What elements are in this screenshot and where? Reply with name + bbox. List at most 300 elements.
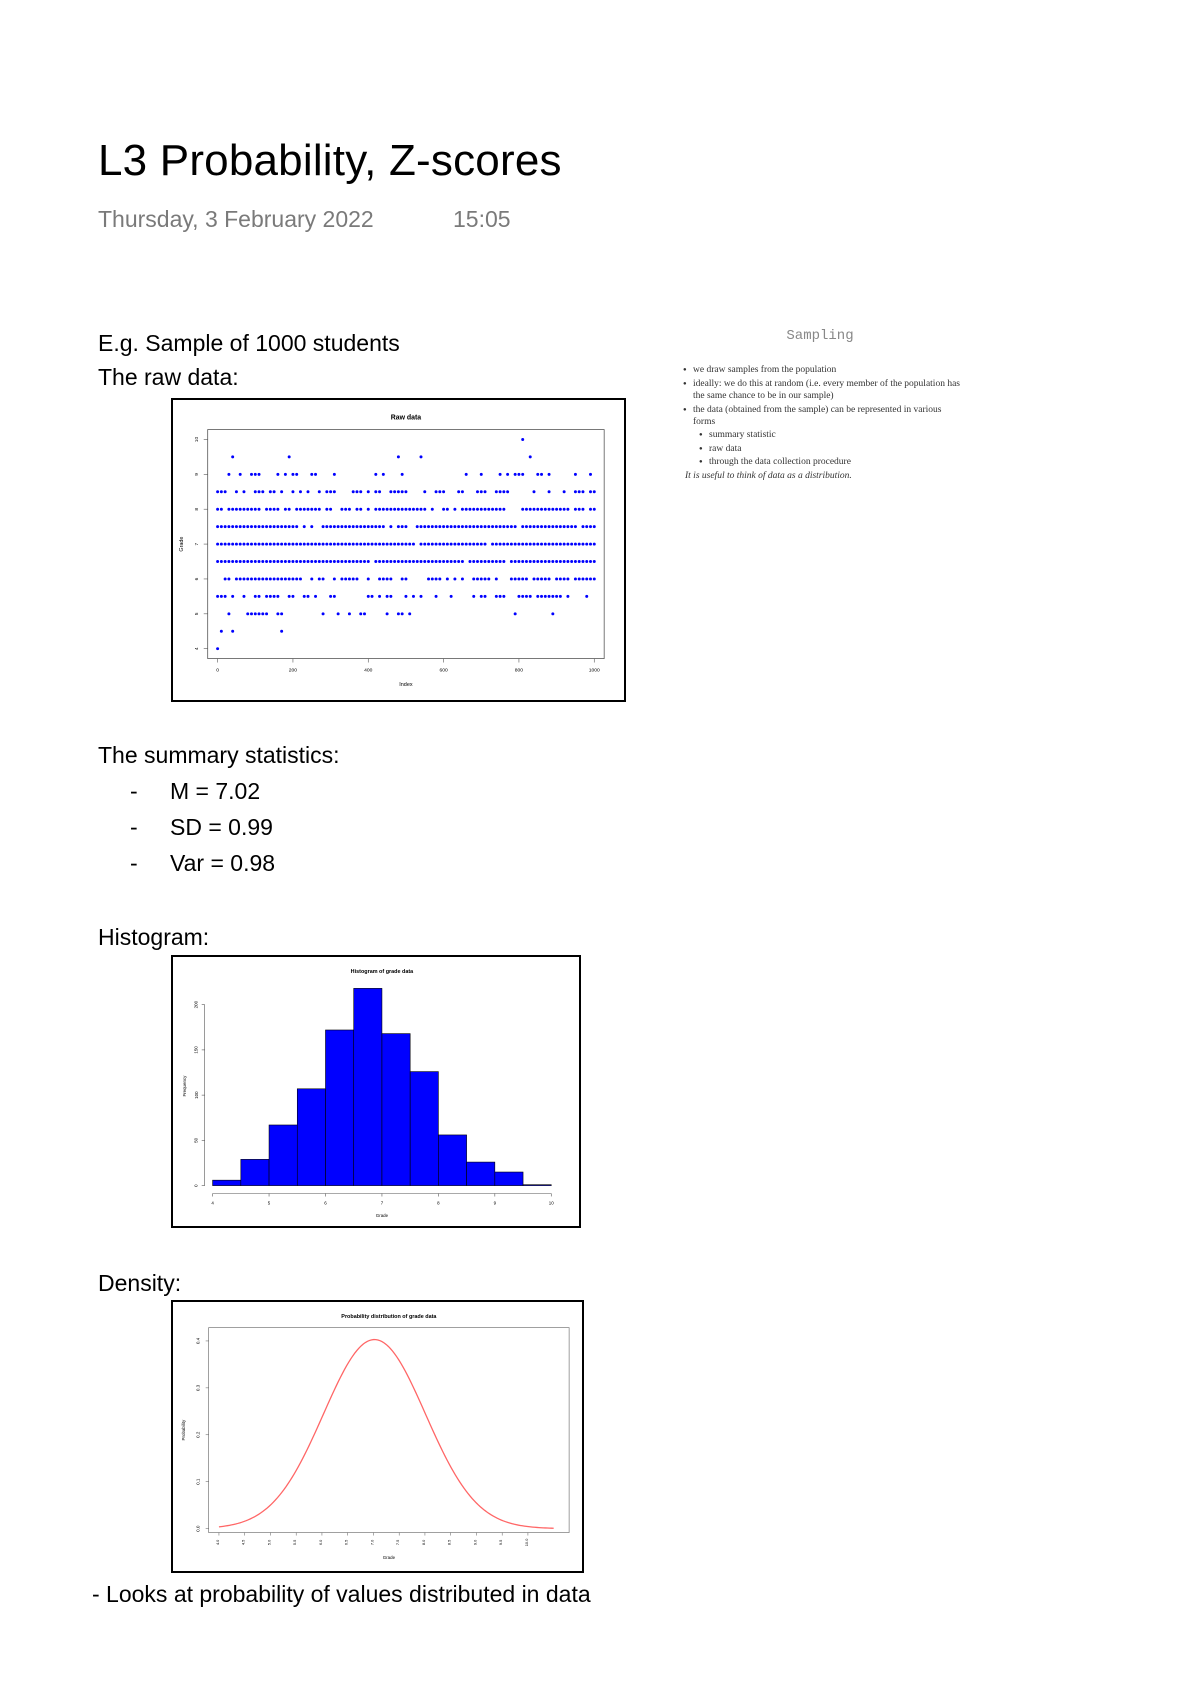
data-point — [231, 560, 234, 563]
data-point — [431, 508, 434, 511]
data-point — [382, 560, 385, 563]
histogram-bar — [410, 1072, 438, 1186]
x-axis-label: Grade — [375, 1213, 389, 1219]
data-point — [533, 508, 536, 511]
data-point — [574, 473, 577, 476]
x-tick-label: 4.0 — [214, 1539, 220, 1546]
y-tick-label: 100 — [193, 1091, 199, 1099]
data-point — [265, 543, 268, 546]
data-point — [337, 525, 340, 528]
data-point — [423, 490, 426, 493]
data-point — [521, 595, 524, 598]
data-point — [420, 560, 423, 563]
data-point — [250, 508, 253, 511]
data-point — [574, 490, 577, 493]
data-point — [548, 560, 551, 563]
data-point — [401, 560, 404, 563]
data-point — [273, 560, 276, 563]
data-point — [427, 525, 430, 528]
data-point — [593, 577, 596, 580]
data-point — [506, 525, 509, 528]
data-point — [585, 560, 588, 563]
data-point — [450, 543, 453, 546]
data-point — [544, 595, 547, 598]
data-point — [291, 490, 294, 493]
histogram-bar — [467, 1162, 495, 1186]
data-point — [310, 577, 313, 580]
data-point — [389, 490, 392, 493]
data-point — [386, 543, 389, 546]
data-point — [412, 595, 415, 598]
data-point — [484, 508, 487, 511]
data-point — [246, 543, 249, 546]
data-point — [318, 577, 321, 580]
data-point — [461, 508, 464, 511]
data-point — [329, 508, 332, 511]
data-point — [378, 508, 381, 511]
data-point — [273, 508, 276, 511]
data-point — [220, 560, 223, 563]
data-point — [495, 525, 498, 528]
x-tick-label: 9.0 — [472, 1539, 478, 1546]
data-point — [408, 543, 411, 546]
data-point — [386, 577, 389, 580]
data-point — [242, 543, 245, 546]
data-point — [261, 525, 264, 528]
data-point — [438, 525, 441, 528]
data-point — [389, 543, 392, 546]
data-point — [265, 612, 268, 615]
data-point — [371, 543, 374, 546]
data-point — [517, 560, 520, 563]
x-tick-label: 7.5 — [395, 1539, 401, 1546]
data-point — [242, 508, 245, 511]
data-point — [352, 577, 355, 580]
data-point — [239, 525, 242, 528]
data-point — [514, 577, 517, 580]
data-point — [359, 508, 362, 511]
data-point — [566, 543, 569, 546]
data-point — [540, 577, 543, 580]
data-point — [239, 577, 242, 580]
data-point — [220, 543, 223, 546]
data-point — [397, 543, 400, 546]
data-point — [427, 577, 430, 580]
data-point — [431, 577, 434, 580]
data-point — [227, 473, 230, 476]
data-point — [589, 525, 592, 528]
data-point — [420, 508, 423, 511]
x-tick-label: 1000 — [588, 668, 600, 674]
data-point — [231, 630, 234, 633]
data-point — [585, 525, 588, 528]
data-point — [442, 560, 445, 563]
data-point — [348, 577, 351, 580]
data-point — [325, 543, 328, 546]
data-point — [514, 560, 517, 563]
data-point — [574, 560, 577, 563]
data-point — [254, 490, 257, 493]
data-point — [510, 560, 513, 563]
data-point — [555, 508, 558, 511]
data-point — [578, 508, 581, 511]
data-point — [461, 577, 464, 580]
data-point — [299, 490, 302, 493]
dash: - — [130, 778, 138, 804]
sampling-slide — [675, 328, 965, 481]
slide-bullet-text: the data (obtained from the sample) can be represented in various forms — [693, 404, 942, 428]
data-point — [525, 508, 528, 511]
data-point — [280, 612, 283, 615]
data-point — [551, 560, 554, 563]
data-point — [303, 560, 306, 563]
data-point — [453, 577, 456, 580]
raw-data-figure — [171, 398, 626, 702]
slide-sub-bullet: ● through the data collection procedure — [701, 456, 965, 469]
data-point — [495, 490, 498, 493]
y-axis-label: Frequency — [181, 1075, 187, 1097]
data-point — [551, 508, 554, 511]
data-point — [378, 490, 381, 493]
data-point — [548, 577, 551, 580]
data-point — [423, 525, 426, 528]
data-point — [495, 543, 498, 546]
data-point — [468, 560, 471, 563]
data-point — [401, 612, 404, 615]
data-point — [333, 595, 336, 598]
data-point — [435, 543, 438, 546]
data-point — [506, 490, 509, 493]
data-point — [427, 560, 430, 563]
data-point — [276, 577, 279, 580]
sample-line: E.g. Sample of 1000 students — [98, 330, 400, 356]
data-point — [435, 525, 438, 528]
data-point — [465, 525, 468, 528]
data-point — [521, 525, 524, 528]
data-point — [502, 525, 505, 528]
data-point — [310, 560, 313, 563]
data-point — [589, 543, 592, 546]
data-point — [246, 525, 249, 528]
data-point — [250, 525, 253, 528]
data-point — [581, 543, 584, 546]
data-point — [446, 508, 449, 511]
density-label: Density: — [98, 1270, 182, 1296]
data-point — [269, 525, 272, 528]
data-point — [408, 508, 411, 511]
data-point — [472, 508, 475, 511]
data-point — [476, 508, 479, 511]
data-point — [581, 577, 584, 580]
data-point — [333, 543, 336, 546]
data-point — [382, 473, 385, 476]
data-point — [536, 508, 539, 511]
histogram-bar — [495, 1172, 523, 1186]
data-point — [529, 508, 532, 511]
data-point — [404, 595, 407, 598]
data-point — [525, 525, 528, 528]
data-point — [310, 508, 313, 511]
y-tick-label: 150 — [193, 1046, 199, 1054]
data-point — [216, 490, 219, 493]
data-point — [295, 525, 298, 528]
slide-note: It is useful to think of data as a distribution. — [685, 470, 852, 481]
data-point — [476, 490, 479, 493]
data-point — [314, 543, 317, 546]
data-point — [355, 490, 358, 493]
data-point — [551, 525, 554, 528]
data-point — [333, 525, 336, 528]
data-point — [220, 508, 223, 511]
data-point — [367, 490, 370, 493]
histogram-bar — [354, 988, 382, 1185]
data-point — [484, 577, 487, 580]
data-point — [239, 508, 242, 511]
data-point — [397, 612, 400, 615]
data-point — [566, 595, 569, 598]
data-point — [536, 595, 539, 598]
data-point — [261, 560, 264, 563]
data-point — [386, 508, 389, 511]
data-point — [551, 543, 554, 546]
data-point — [480, 508, 483, 511]
data-point — [593, 525, 596, 528]
dash: - — [130, 850, 138, 876]
data-point — [427, 543, 430, 546]
page-date: Thursday, 3 February 2022 — [98, 206, 374, 232]
data-point — [371, 525, 374, 528]
data-point — [495, 595, 498, 598]
data-point — [536, 577, 539, 580]
data-point — [570, 525, 573, 528]
data-point — [265, 560, 268, 563]
data-point — [521, 508, 524, 511]
summary-text: M = 7.02 — [170, 778, 261, 804]
data-point — [314, 560, 317, 563]
data-point — [438, 490, 441, 493]
data-point — [499, 508, 502, 511]
data-point — [258, 543, 261, 546]
data-point — [295, 473, 298, 476]
data-point — [420, 543, 423, 546]
data-point — [378, 595, 381, 598]
data-point — [491, 543, 494, 546]
data-point — [276, 473, 279, 476]
data-point — [340, 543, 343, 546]
data-point — [333, 577, 336, 580]
data-point — [224, 543, 227, 546]
data-point — [510, 525, 513, 528]
data-point — [258, 560, 261, 563]
y-tick-label: 8 — [194, 507, 200, 511]
data-point — [521, 560, 524, 563]
data-point — [585, 543, 588, 546]
data-point — [378, 543, 381, 546]
data-point — [499, 473, 502, 476]
data-point — [303, 525, 306, 528]
data-point — [348, 525, 351, 528]
x-tick-label: 5.0 — [266, 1539, 272, 1546]
slide-bullet: ● ideally: we do this at random (i.e. every member of the population has the same chance to be in our sample) — [685, 378, 965, 403]
data-point — [484, 560, 487, 563]
data-point — [578, 490, 581, 493]
data-point — [408, 612, 411, 615]
data-point — [276, 595, 279, 598]
data-point — [559, 525, 562, 528]
data-point — [325, 525, 328, 528]
x-tick-label: 5.5 — [292, 1539, 298, 1546]
data-point — [412, 508, 415, 511]
data-point — [318, 490, 321, 493]
x-tick-label: 4.5 — [240, 1539, 246, 1546]
data-point — [555, 577, 558, 580]
data-point — [220, 595, 223, 598]
data-point — [593, 490, 596, 493]
x-axis-label: Index — [399, 682, 413, 689]
data-point — [344, 543, 347, 546]
data-point — [307, 543, 310, 546]
data-point — [276, 525, 279, 528]
data-point — [269, 543, 272, 546]
data-point — [423, 543, 426, 546]
data-point — [280, 543, 283, 546]
data-point — [574, 543, 577, 546]
data-point — [242, 525, 245, 528]
data-point — [450, 525, 453, 528]
data-point — [525, 577, 528, 580]
data-point — [416, 560, 419, 563]
data-point — [431, 543, 434, 546]
x-tick-label: 6 — [324, 1200, 327, 1206]
data-point — [476, 543, 479, 546]
data-point — [491, 508, 494, 511]
data-point — [548, 543, 551, 546]
histogram-bar — [382, 1034, 410, 1186]
data-point — [563, 508, 566, 511]
data-point — [224, 577, 227, 580]
data-point — [303, 595, 306, 598]
data-point — [446, 525, 449, 528]
data-point — [250, 560, 253, 563]
data-point — [359, 560, 362, 563]
data-point — [250, 612, 253, 615]
x-tick-label: 10 — [548, 1200, 554, 1206]
data-point — [495, 560, 498, 563]
data-point — [273, 490, 276, 493]
data-point — [389, 577, 392, 580]
data-point — [536, 560, 539, 563]
data-point — [555, 595, 558, 598]
data-point — [431, 525, 434, 528]
data-point — [242, 595, 245, 598]
data-point — [374, 525, 377, 528]
data-point — [273, 543, 276, 546]
data-point — [593, 560, 596, 563]
data-point — [344, 577, 347, 580]
data-point — [420, 595, 423, 598]
data-point — [540, 525, 543, 528]
data-point — [517, 595, 520, 598]
data-point — [322, 577, 325, 580]
data-point — [446, 577, 449, 580]
data-point — [235, 577, 238, 580]
y-tick-label: 0.3 — [195, 1384, 201, 1391]
data-point — [273, 525, 276, 528]
data-point — [548, 595, 551, 598]
summary-item-var — [130, 850, 275, 877]
data-point — [261, 612, 264, 615]
data-point — [254, 612, 257, 615]
y-tick-label: 200 — [193, 1000, 199, 1009]
data-point — [540, 508, 543, 511]
data-point — [258, 508, 261, 511]
data-point — [461, 525, 464, 528]
data-point — [476, 577, 479, 580]
data-point — [329, 490, 332, 493]
data-point — [544, 560, 547, 563]
data-point — [291, 543, 294, 546]
data-point — [261, 577, 264, 580]
x-tick-label: 8.0 — [420, 1539, 426, 1546]
data-point — [367, 595, 370, 598]
data-point — [487, 525, 490, 528]
histogram-bar — [523, 1185, 551, 1186]
data-point — [401, 577, 404, 580]
data-point — [280, 577, 283, 580]
data-point — [404, 577, 407, 580]
data-point — [563, 543, 566, 546]
data-point — [340, 577, 343, 580]
data-point — [581, 560, 584, 563]
data-point — [389, 595, 392, 598]
summary-text: Var = 0.98 — [170, 850, 276, 876]
y-tick-label: 5 — [194, 612, 200, 616]
data-point — [235, 543, 238, 546]
data-point — [367, 577, 370, 580]
data-point — [250, 543, 253, 546]
data-point — [314, 473, 317, 476]
data-point — [269, 508, 272, 511]
data-point — [484, 525, 487, 528]
histogram-bar — [297, 1089, 325, 1186]
data-point — [472, 525, 475, 528]
histogram-bar — [269, 1125, 297, 1186]
data-point — [442, 508, 445, 511]
data-point — [442, 543, 445, 546]
data-point — [548, 473, 551, 476]
data-point — [431, 560, 434, 563]
data-point — [495, 508, 498, 511]
data-point — [468, 508, 471, 511]
data-point — [318, 560, 321, 563]
y-axis-label: Probability — [180, 1419, 186, 1441]
slide-sub-bullet: ● summary statistic — [701, 429, 965, 442]
data-point — [438, 560, 441, 563]
data-point — [393, 560, 396, 563]
data-point — [325, 508, 328, 511]
x-tick-label: 5 — [267, 1200, 271, 1206]
data-point — [555, 525, 558, 528]
data-point — [352, 560, 355, 563]
data-point — [371, 595, 374, 598]
data-point — [480, 595, 483, 598]
data-point — [307, 595, 310, 598]
y-tick-label: 50 — [193, 1137, 199, 1143]
data-point — [340, 508, 343, 511]
data-point — [472, 560, 475, 563]
data-point — [540, 543, 543, 546]
data-point — [566, 560, 569, 563]
